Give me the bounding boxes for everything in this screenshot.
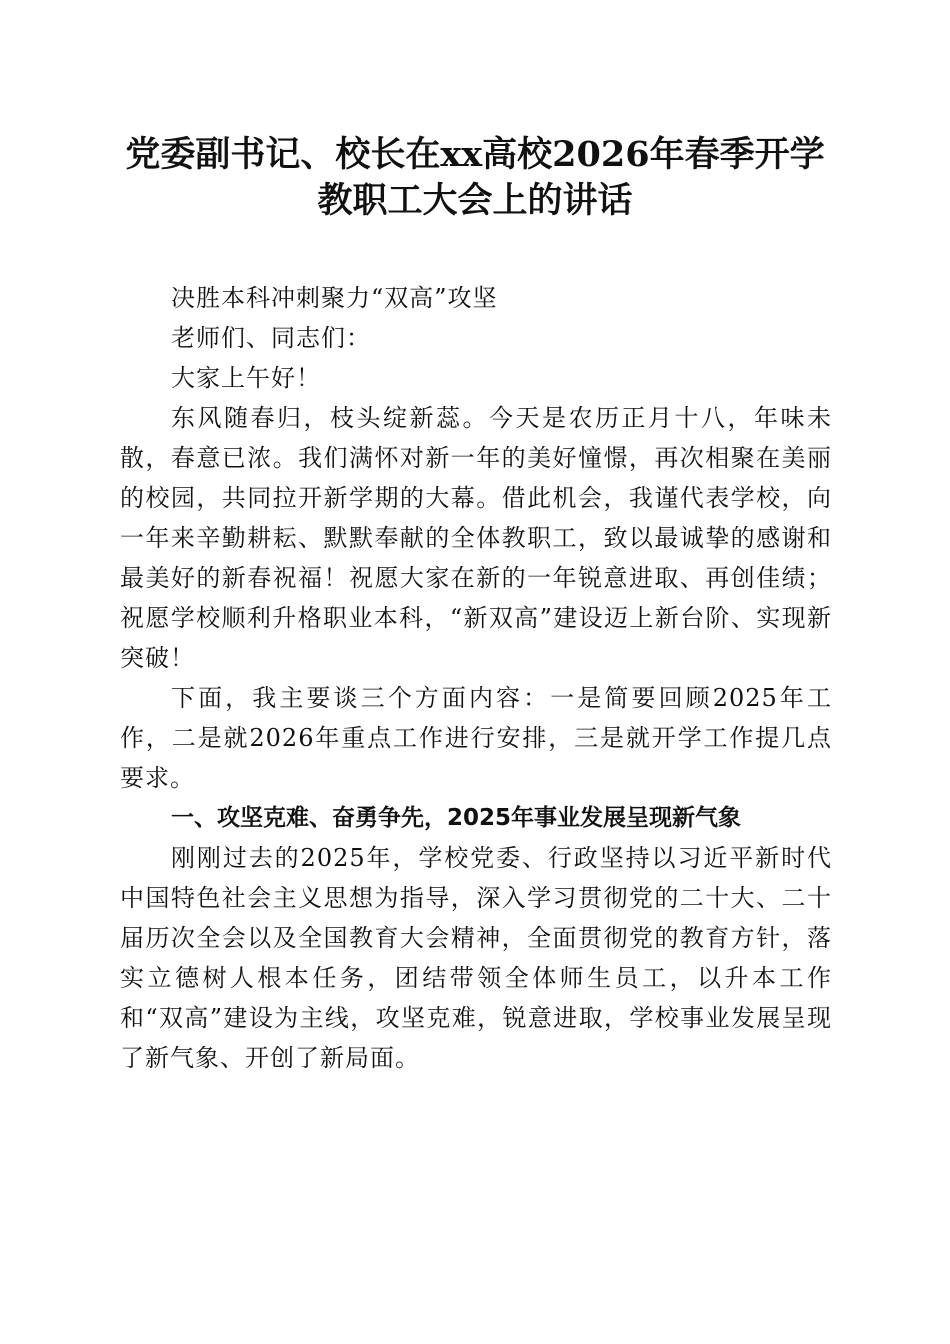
body-paragraph: 东风随春归，枝头绽新蕊。今天是农历正月十八，年味未散，春意已浓。我们满怀对新一年的美好憧憬，再次相聚在美丽的校园，共同拉开新学期的大幕。借此机会，我谨代表学校，向一年来辛勤耕耘、默默奉献的全体教职工，致以最诚挚的感谢和最美好的新春祝福！祝愿大家在新的一年锐意进取、再创佳绩；祝愿学校顺利升格职业本科，“新双高”建设迈上新台阶、实现新突破！ xyxy=(120,404,832,672)
document-body xyxy=(120,278,832,1078)
title-line-1: 党委副书记、校长在xx高校2026年春季开学 xyxy=(125,134,825,175)
greeting: 大家上午好！ xyxy=(171,364,321,392)
section-paragraph: 刚刚过去的2025年，学校党委、行政坚持以习近平新时代中国特色社会主义思想为指导，深入学习贯彻党的二十大、二十届历次全会以及全国教育大会精神，全面贯彻党的教育方针，落实立德树人根本任务，团结带领全体师生员工，以升本工作和“双高”建设为主线，攻坚克难，锐意进取，学校事业发展呈现了新气象、开创了新局面。 xyxy=(120,844,832,1072)
document-title xyxy=(100,132,850,224)
body-paragraph: 下面，我主要谈三个方面内容：一是简要回顾2025年工作，二是就2026年重点工作进行安排，三是就开学工作提几点要求。 xyxy=(120,684,832,792)
title-line-2: 教职工大会上的讲话 xyxy=(317,180,633,221)
section-heading: 一、攻坚克难、奋勇争先，2025年事业发展呈现新气象 xyxy=(171,805,742,831)
salutation: 老师们、同志们： xyxy=(171,324,371,352)
subtitle: 决胜本科冲刺聚力“双高”攻坚 xyxy=(171,284,498,312)
